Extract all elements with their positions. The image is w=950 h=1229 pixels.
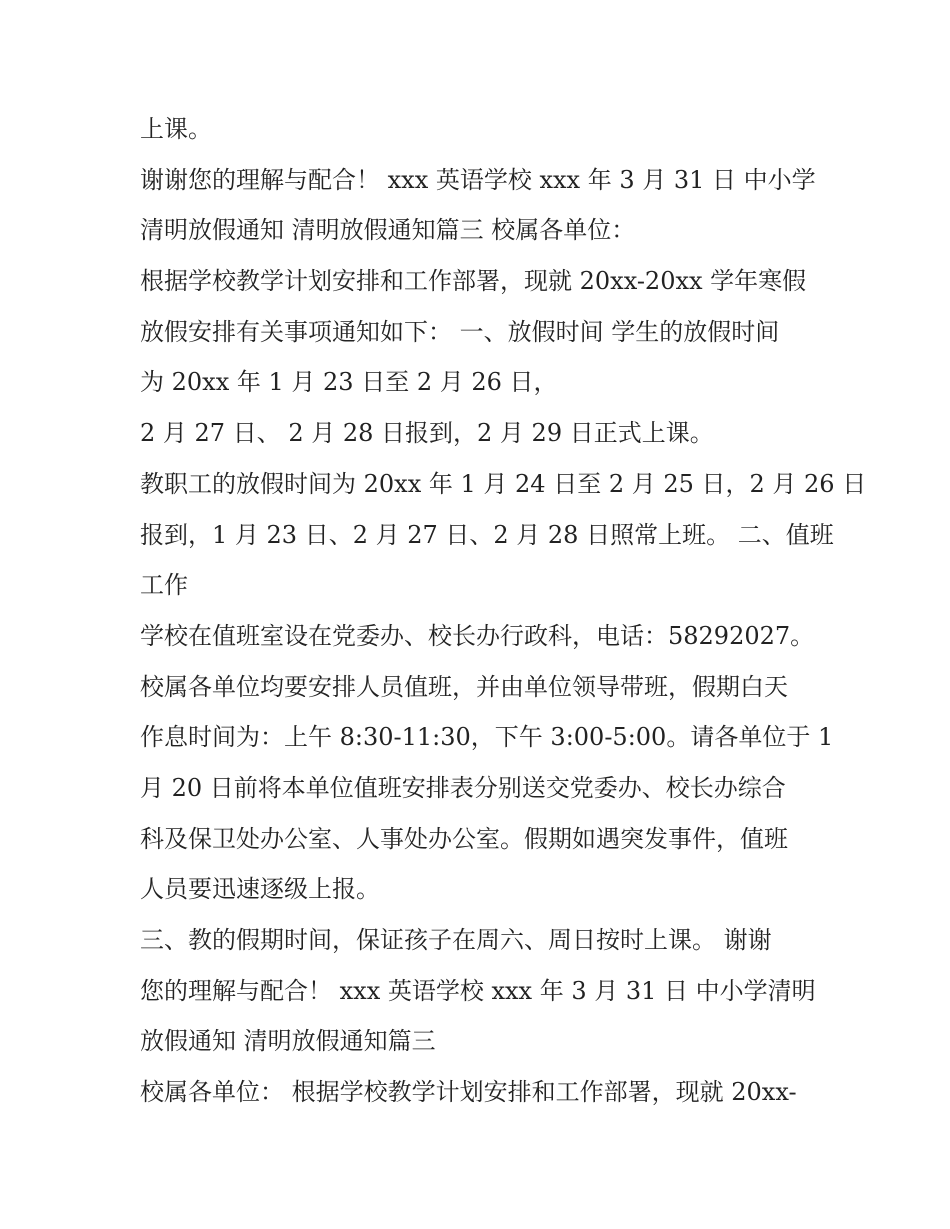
text-line: 教职工的放假时间为 20xx 年 1 月 24 日至 2 月 25 日，2 月 26 日 <box>140 469 867 498</box>
text-line: 人员要迅速逐级上报。 <box>140 875 380 904</box>
text-line: 放假通知 清明放假通知篇三 <box>140 1027 436 1056</box>
text-line: 为 20xx 年 1 月 23 日至 2 月 26 日， <box>140 368 558 397</box>
text-line: 三、教的假期时间，保证孩子在周六、周日按时上课。 谢谢 <box>140 926 772 954</box>
text-line: 上课。 <box>140 115 212 143</box>
text-line: 谢谢您的理解与配合！ xxx 英语学校 xxx 年 3 月 31 日 中小学 <box>140 165 816 194</box>
text-line: 校属各单位： 根据学校教学计划安排和工作部署，现就 20xx- <box>140 1078 797 1107</box>
text-line: 校属各单位均要安排人员值班，并由单位领导带班，假期白天 <box>140 672 788 701</box>
text-line: 学校在值班室设在党委办、校长办行政科，电话：58292027。 <box>140 621 815 650</box>
text-line: 您的理解与配合！ xxx 英语学校 xxx 年 3 月 31 日 中小学清明 <box>140 976 816 1005</box>
text-line: 2 月 27 日、 2 月 28 日报到，2 月 29 日正式上课。 <box>140 419 714 448</box>
text-line: 清明放假通知 清明放假通知篇三 校属各单位： <box>140 216 636 245</box>
document-body <box>140 104 867 1118</box>
text-line: 报到，1 月 23 日、2 月 27 日、2 月 28 日照常上班。 二、值班 <box>140 520 834 549</box>
text-line: 月 20 日前将本单位值班安排表分别送交党委办、校长办综合 <box>140 773 786 802</box>
text-line: 放假安排有关事项通知如下： 一、放假时间 学生的放假时间 <box>140 317 780 346</box>
text-line: 工作 <box>140 571 188 600</box>
text-line: 科及保卫处办公室、人事处办公室。假期如遇突发事件，值班 <box>140 824 788 853</box>
text-line: 作息时间为：上午 8:30-11:30，下午 3:00-5:00。请各单位于 1 <box>140 723 834 752</box>
text-line: 根据学校教学计划安排和工作部署，现就 20xx-20xx 学年寒假 <box>140 267 807 296</box>
